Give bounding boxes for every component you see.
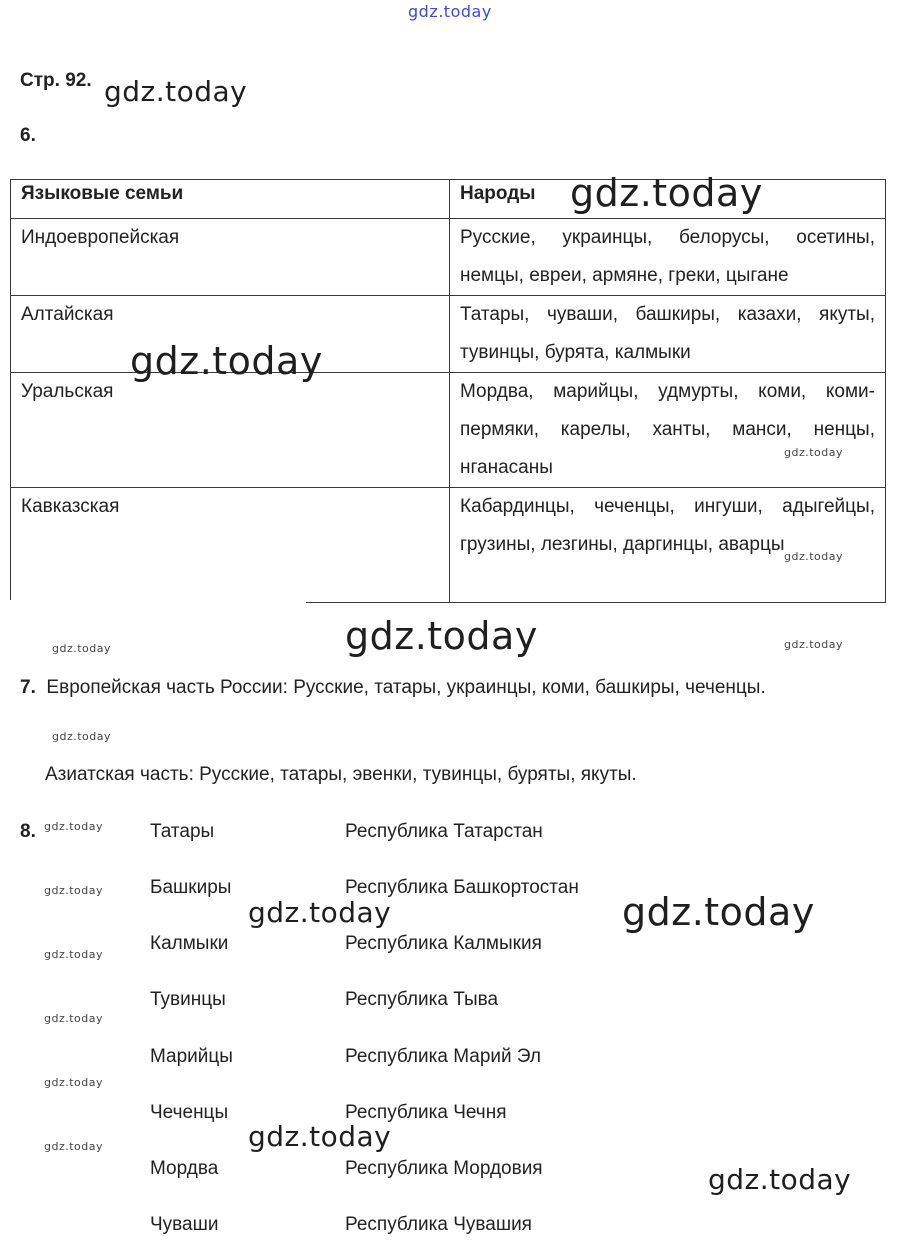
watermark: gdz.today bbox=[52, 730, 112, 743]
watermark: gdz.today bbox=[44, 820, 104, 833]
family-cell: Уральская bbox=[11, 373, 450, 488]
people-name: Тувинцы bbox=[150, 989, 226, 1010]
peoples-cell: Русские, украинцы, белорусы, осетины, немцы, евреи, армяне, греки, цыгане bbox=[450, 219, 886, 296]
family-cell: Кавказская bbox=[11, 488, 450, 603]
watermark: gdz.today bbox=[44, 1140, 104, 1153]
watermark: gdz.today bbox=[248, 896, 392, 929]
table-row bbox=[11, 373, 886, 488]
watermark: gdz.today bbox=[52, 642, 112, 655]
peoples-cell: Татары, чуваши, башкиры, казахи, якуты, тувинцы, бурята, калмыки bbox=[450, 296, 886, 373]
header-family-label: Языковые семьи bbox=[21, 183, 184, 204]
people-name: Башкиры bbox=[150, 877, 232, 898]
watermark: gdz.today bbox=[708, 1163, 852, 1196]
watermark: gdz.today bbox=[44, 884, 104, 897]
task-8-number: 8. bbox=[20, 821, 36, 842]
task-7-asian: Азиатская часть: Русские, татары, эвенки, тувинцы, буряты, якуты. bbox=[45, 764, 637, 785]
peoples-cell: Мордва, марийцы, удмурты, коми, коми-пермяки, карелы, ханты, манси, ненцы, нганасаны bbox=[450, 373, 886, 488]
task-6-number: 6. bbox=[20, 125, 36, 146]
republic-name: Республика Тыва bbox=[345, 989, 499, 1010]
watermark: gdz.today bbox=[44, 1012, 104, 1025]
watermark: gdz.today bbox=[784, 638, 844, 651]
watermark: gdz.today bbox=[622, 890, 815, 934]
republic-name: Республика Татарстан bbox=[345, 821, 543, 842]
peoples-cell: Кабардинцы, чеченцы, ингуши, адыгейцы, грузины, лезгины, даргинцы, аварцы bbox=[450, 488, 886, 603]
republic-name: Республика Калмыкия bbox=[345, 933, 542, 954]
family-cell: Алтайская bbox=[11, 296, 450, 373]
people-name: Чеченцы bbox=[150, 1102, 229, 1123]
people-name: Мордва bbox=[150, 1158, 219, 1179]
republic-name: Республика Чечня bbox=[345, 1102, 507, 1123]
table-row bbox=[11, 219, 886, 296]
watermark: gdz.today bbox=[104, 75, 248, 108]
watermark-top: gdz.today bbox=[408, 2, 492, 21]
watermark: gdz.today bbox=[784, 550, 844, 563]
family-cell: Индоевропейская bbox=[11, 219, 450, 296]
watermark: gdz.today bbox=[130, 339, 323, 383]
task-7-european bbox=[20, 669, 878, 707]
watermark: gdz.today bbox=[44, 1076, 104, 1089]
republic-name: Республика Мордовия bbox=[345, 1158, 543, 1179]
task-7-european-text: Европейская часть России: Русские, татары, украинцы, коми, башкиры, чеченцы. bbox=[46, 677, 766, 698]
republic-name: Республика Чувашия bbox=[345, 1214, 532, 1235]
people-name: Чуваши bbox=[150, 1214, 219, 1235]
header-peoples-label: Народы bbox=[460, 183, 536, 204]
republic-name: Республика Башкортостан bbox=[345, 877, 579, 898]
language-families-table bbox=[10, 179, 886, 603]
people-name: Калмыки bbox=[150, 933, 229, 954]
watermark: gdz.today bbox=[784, 446, 844, 459]
header-language-families bbox=[11, 180, 450, 219]
table-border-gap bbox=[0, 600, 306, 604]
republic-name: Республика Марий Эл bbox=[345, 1046, 542, 1067]
table-row bbox=[11, 488, 886, 603]
people-name: Татары bbox=[150, 821, 215, 842]
page-reference: Стр. 92. bbox=[20, 70, 92, 91]
watermark: gdz.today bbox=[44, 948, 104, 961]
task-7-number: 7. bbox=[20, 677, 36, 698]
watermark: gdz.today bbox=[345, 614, 538, 658]
watermark: gdz.today bbox=[570, 171, 763, 215]
watermark: gdz.today bbox=[248, 1120, 392, 1153]
people-name: Марийцы bbox=[150, 1046, 233, 1067]
